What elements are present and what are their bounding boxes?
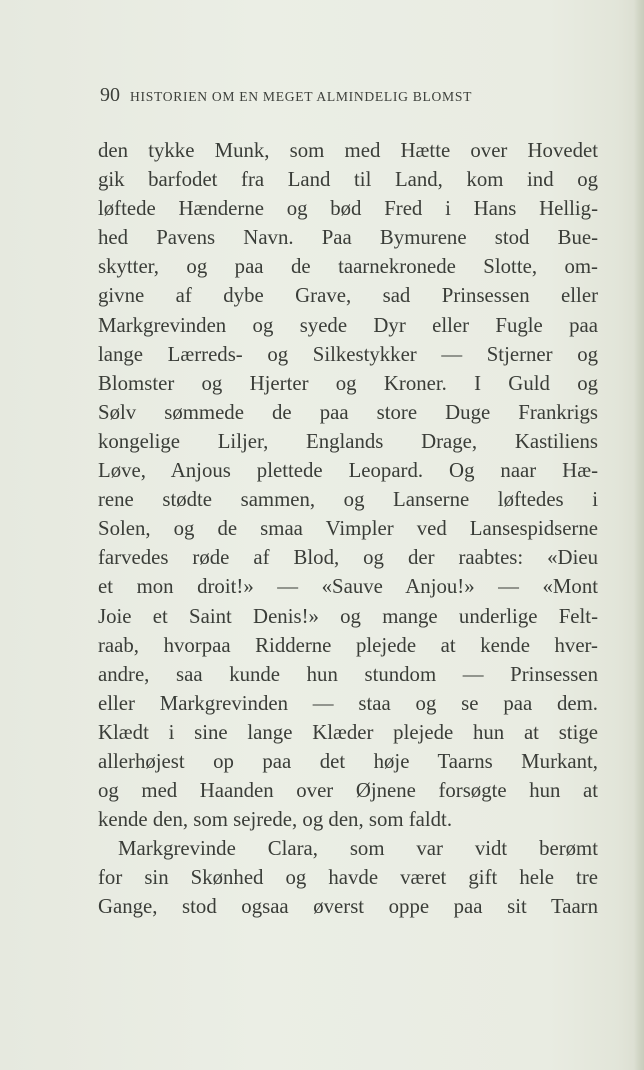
text-line: Solen, og de smaa Vimpler ved Lansespidserne xyxy=(98,517,598,541)
text-line: kende den, som sejrede, og den, som faldt. xyxy=(98,808,453,832)
text-line: den tykke Munk, som med Hætte over Hovedet xyxy=(98,139,598,162)
body-text xyxy=(98,136,598,922)
text-line: kongelige Liljer, Englands Drage, Kastiliens xyxy=(98,429,598,453)
text-line: Løve, Anjous plettede Leopard. Og naar Hæ- xyxy=(98,459,598,483)
text-line: et mon droit!» — «Sauve Anjou!» — «Mont xyxy=(98,575,598,599)
text-line: for sin Skønhed og havde været gift hele tre xyxy=(98,866,598,890)
text-line: andre, saa kunde hun stundom — Prinsessen xyxy=(98,662,598,686)
text-line: givne af dybe Grave, sad Prinsessen eller xyxy=(98,284,598,308)
text-line: eller Markgrevinden — staa og se paa dem. xyxy=(98,691,598,715)
text-line: hed Pavens Navn. Paa Bymurene stod Bue- xyxy=(98,226,598,250)
text-line: Sølv sømmede de paa store Duge Frankrigs xyxy=(98,400,598,424)
text-line: Joie et Saint Denis!» og mange underlige Felt- xyxy=(98,604,598,628)
text-line: allerhøjest op paa det høje Taarns Murkant, xyxy=(98,749,598,773)
text-line: farvedes røde af Blod, og der raabtes: «Dieu xyxy=(98,546,598,570)
text-line: Markgrevinden og syede Dyr eller Fugle paa xyxy=(98,313,598,337)
text-line: Blomster og Hjerter og Kroner. I Guld og xyxy=(98,371,598,395)
text-line: skytter, og paa de taarnekronede Slotte, om- xyxy=(98,255,598,279)
text-line: og med Haanden over Øjnene forsøgte hun at xyxy=(98,779,598,803)
running-title: HISTORIEN OM EN MEGET ALMINDELIG BLOMST xyxy=(130,89,473,104)
text-line: Gange, stod ogsaa øverst oppe paa sit Taarn xyxy=(98,895,598,919)
text-line: gik barfodet fra Land til Land, kom ind og xyxy=(98,168,598,192)
text-line: lange Lærreds- og Silkestykker — Stjerner og xyxy=(98,342,598,366)
text-line: rene stødte sammen, og Lanserne løftedes i xyxy=(98,488,598,512)
running-header xyxy=(100,84,570,108)
text-line: Klædt i sine lange Klæder plejede hun at stige xyxy=(98,720,598,744)
page-number: 90 xyxy=(100,84,120,106)
text-line: raab, hvorpaa Ridderne plejede at kende hver- xyxy=(98,633,598,657)
text-line: Markgrevinde Clara, som var vidt berømt xyxy=(118,837,598,861)
page-edge-shadow xyxy=(634,0,644,1070)
text-line: løftede Hænderne og bød Fred i Hans Hellig- xyxy=(98,197,598,221)
